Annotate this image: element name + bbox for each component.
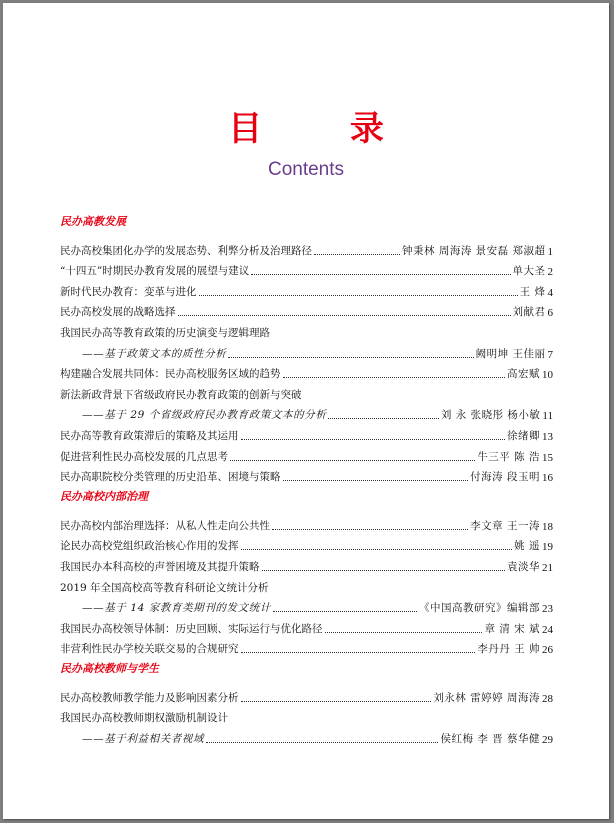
toc-entry [60,299,553,320]
toc-entry-page: 19 [542,541,553,554]
toc-entry-authors: 刘献君 [512,306,546,319]
toc-entry [60,258,553,279]
toc-entry-authors: 李丹丹 王 帅 [477,643,540,656]
toc-entry [60,595,553,616]
leader-dots [325,632,483,633]
leader-dots [241,549,513,550]
toc-entry-authors: 高宏赋 [507,368,540,381]
leader-dots [314,254,400,255]
toc-entry-title: 民办高职院校分类管理的历史沿革、困境与策略 [60,471,281,484]
document-page [3,3,609,819]
leader-dots [328,418,438,419]
page-subtitle: Contents [267,159,345,180]
toc-entry [60,443,553,464]
section-heading: 民办高校内部治理 [60,490,148,504]
toc-entry-title: 民办高校发展的战略选择 [60,306,176,319]
toc-entry-page: 10 [542,369,553,382]
toc-entry-page: 26 [542,644,553,657]
toc-entry-authors: 单大圣 [512,265,546,278]
toc-entry-authors: 付海涛 段玉明 [470,471,540,484]
toc-entry-page: 7 [547,348,553,361]
toc-entry-title: 我国民办高等教育政策的历史演变与逻辑理路 [60,326,270,339]
toc-entry-page: 18 [542,520,553,533]
toc-entry-page: 24 [542,623,553,636]
toc-entry-title: 构建融合发展共同体：民办高校服务区域的趋势 [60,368,281,381]
leader-dots [206,742,438,743]
leader-dots [283,480,469,481]
toc-entry [60,615,553,636]
toc-entry [60,402,553,423]
toc-entry-title: 我国民办本科高校的声誉困境及其提升策略 [60,560,260,573]
toc-entry [60,278,553,299]
toc-entry-authors: 侯红梅 李 晋 蔡华健 [440,733,540,746]
toc-entry-page: 15 [542,451,553,464]
toc-entry-title: 民办高等教育政策滞后的策略及其运用 [60,429,239,442]
toc-entry-subtitle: ——基于政策文本的质性分析 [82,347,227,360]
leader-dots [241,439,506,440]
toc-entry-title: 论民办高校党组织政治核心作用的发挥 [60,540,239,553]
toc-entry-page: 1 [547,245,553,258]
toc-entry [60,553,553,574]
toc-entry-authors: 刘永林 雷婷婷 周海涛 [433,691,540,704]
toc-entry [60,361,553,382]
toc-entry-page: 6 [547,307,553,320]
toc-entry [60,422,553,443]
toc-entry-authors: 袁淡华 [507,560,540,573]
table-of-contents [60,209,553,746]
toc-entry-authors: 《中国高教研究》编辑部 [419,602,540,615]
toc-entry-subtitle: ——基于利益相关者视域 [82,733,205,746]
toc-entry-page: 4 [547,286,553,299]
toc-entry-title: 民办高校内部治理选择：从私人性走向公共性 [60,519,270,532]
toc-entry [60,340,553,361]
section-heading: 民办高校教师与学生 [60,662,159,676]
toc-entry-page: 2 [547,266,553,279]
toc-entry-authors: 李文章 王一涛 [470,519,540,532]
toc-entry-title: 新法新政背景下省级政府民办教育政策的创新与突破 [60,388,302,401]
leader-dots [228,357,473,358]
toc-entry-title: 民办高校集团化办学的发展态势、利弊分析及治理路径 [60,244,312,257]
toc-entry [60,636,553,657]
toc-entry-title: 我国民办高校领导体制：历史回顾、实际运行与优化路径 [60,622,323,635]
toc-entry-page: 21 [542,561,553,574]
toc-entry-title: “十四五”时期民办教育发展的展望与建议 [60,265,250,278]
toc-entry-title: 非营利性民办学校关联交易的合规研究 [60,643,239,656]
toc-entry-page: 29 [542,734,553,747]
toc-entry-subtitle: ——基于 29 个省级政府民办教育政策文本的分析 [82,409,327,422]
toc-entry-page: 11 [542,410,553,423]
toc-entry-authors: 王 烽 [519,285,546,298]
toc-entry-page: 23 [542,603,553,616]
toc-entry-authors: 章 清 宋 斌 [484,622,540,635]
toc-entry [60,381,553,402]
toc-entry [60,319,553,340]
toc-entry [60,574,553,595]
toc-entry-title: 2019 年全国高校高等教育科研论文统计分析 [60,581,269,594]
leader-dots [241,701,432,702]
toc-entry-authors: 姚 遥 [514,540,540,553]
toc-entry [60,464,553,485]
toc-entry-page: 16 [542,472,553,485]
leader-dots [241,652,476,653]
leader-dots [199,295,518,296]
leader-dots [283,377,506,378]
toc-entry-authors: 刘 永 张晓彤 杨小敏 [440,409,541,422]
toc-entry-authors: 牛三平 陈 浩 [477,450,540,463]
section-heading: 民办高教发展 [60,215,126,228]
toc-entry [60,533,553,554]
toc-entry-title: 民办高校教师教学能力及影响因素分析 [60,691,239,704]
leader-dots [251,274,510,275]
page-title: 目 录 [228,109,422,149]
leader-dots [273,611,417,612]
toc-entry [60,725,553,746]
toc-entry-authors: 钟秉林 周海涛 景安磊 郑淑超 [401,244,546,257]
leader-dots [262,570,506,571]
toc-entry-authors: 阙明坤 王佳丽 [475,347,546,360]
leader-dots [272,529,468,530]
toc-entry [60,705,553,726]
toc-entry-subtitle: ——基于 14 家教育类期刊的发文统计 [82,602,271,615]
toc-entry-title: 促进营利性民办高校发展的几点思考 [60,450,228,463]
toc-entry [60,512,553,533]
leader-dots [230,460,475,461]
toc-entry-authors: 徐绪卿 [507,429,540,442]
toc-entry-title: 我国民办高校教师期权激励机制设计 [60,712,228,725]
leader-dots [178,315,511,316]
toc-entry [60,237,553,258]
toc-entry-title: 新时代民办教育：变革与进化 [60,285,197,298]
toc-entry-page: 13 [542,430,553,443]
toc-entry [60,684,553,705]
toc-entry-page: 28 [542,692,553,705]
